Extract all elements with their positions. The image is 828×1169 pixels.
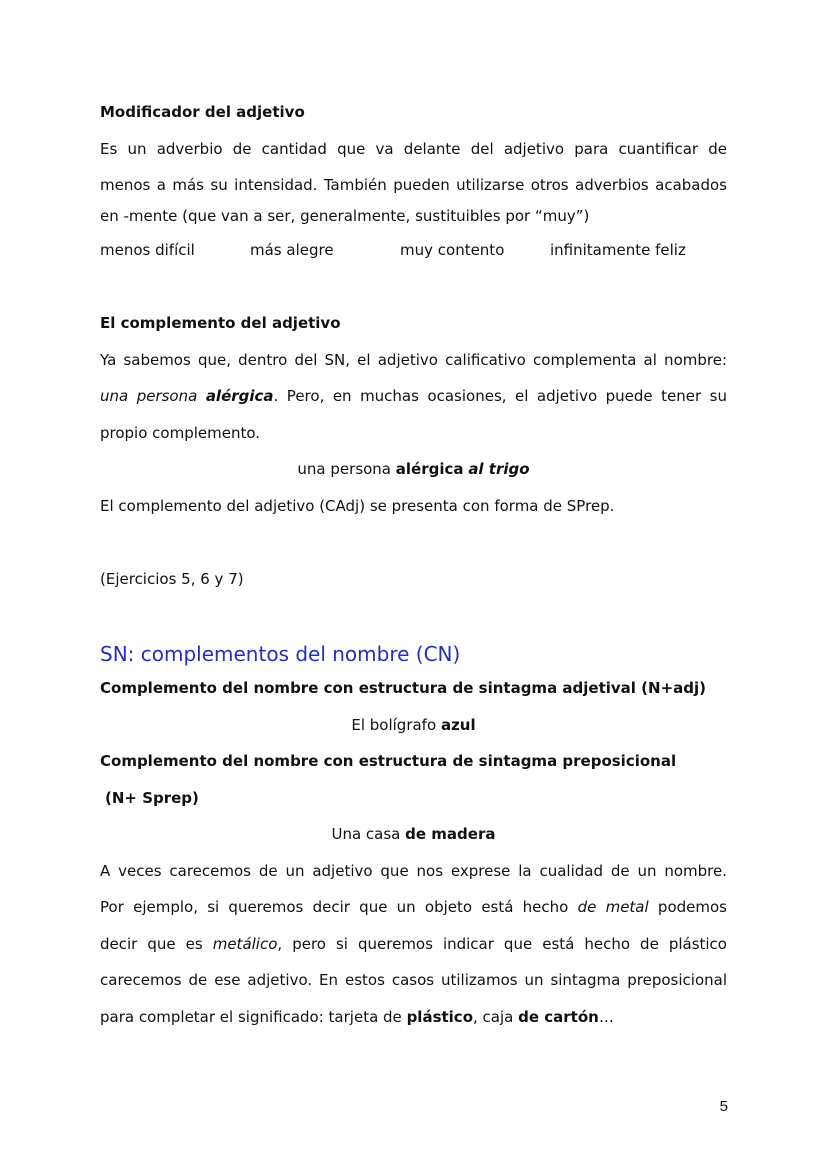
italic-text: de metal: [577, 898, 649, 916]
example-centered: [100, 451, 727, 488]
spacer: [100, 597, 727, 634]
plain-text: Una casa: [331, 825, 401, 843]
paragraph-line: Es un adverbio de cantidad que va delante del adjetivo para cuantificar de: [100, 139, 727, 158]
spacer: [100, 524, 727, 561]
paragraph-line: [100, 889, 727, 926]
subheading-sintagma-preposicional: Complemento del nombre con estructura de sintagma preposicional: [100, 752, 677, 770]
paragraph-line: [100, 926, 727, 963]
plain-text: , caja: [473, 1007, 514, 1026]
section-title: SN: complementos del nombre (CN): [100, 641, 461, 666]
example-centered: [100, 707, 727, 744]
examples-row: [100, 232, 727, 269]
paragraph-line: [100, 378, 727, 415]
plain-text: , pero si queremos indicar que está hecho de plástico: [277, 934, 727, 953]
paragraph-line: menos a más su intensidad. También pueden utilizarse otros adverbios acabados: [100, 176, 727, 194]
plain-text: decir que es: [100, 934, 203, 953]
bold-text: alérgica: [395, 460, 464, 478]
paragraph-line: [100, 999, 727, 1036]
page-number: 5: [719, 1098, 728, 1115]
spacer: [100, 269, 727, 306]
example-item: más alegre: [250, 241, 334, 259]
paragraph-line: carecemos de ese adjetivo. En estos casos utilizamos un sintagma preposicional: [100, 971, 727, 989]
italic-text: una persona: [100, 387, 198, 405]
bold-italic-text: alérgica: [205, 387, 274, 405]
paragraph-line: propio complemento.: [100, 423, 261, 442]
subheading-sintagma-adjetival: Complemento del nombre con estructura de sintagma adjetival (N+adj): [100, 679, 706, 697]
bold-text: azul: [440, 715, 476, 734]
example-item: infinitamente feliz: [550, 241, 686, 259]
bold-text: plástico: [406, 1007, 474, 1026]
example-centered: [100, 816, 727, 853]
example-item: muy contento: [400, 241, 505, 259]
plain-text: El bolígrafo: [351, 715, 437, 734]
bold-text: de cartón: [518, 1007, 599, 1026]
heading-modificador: Modificador del adjetivo: [100, 103, 305, 121]
plain-text: una persona: [297, 460, 392, 478]
bold-italic-text: al trigo: [468, 460, 530, 478]
italic-text: metálico: [212, 934, 278, 953]
exercises-note: (Ejercicios 5, 6 y 7): [100, 569, 244, 588]
plain-text: podemos: [657, 898, 727, 916]
plain-text: …: [598, 1007, 614, 1026]
plain-text: . Pero, en muchas ocasiones, el adjetivo puede tener su: [273, 387, 727, 405]
paragraph-line: en -mente (que van a ser, generalmente, sustituibles por “muy”): [100, 206, 590, 225]
heading-complemento-adjetivo: El complemento del adjetivo: [100, 314, 341, 332]
plain-text: Por ejemplo, si queremos decir que un objeto está hecho: [100, 898, 569, 916]
paragraph-line: El complemento del adjetivo (CAdj) se presenta con forma de SPrep.: [100, 496, 615, 515]
document-page: [100, 94, 727, 1035]
paragraph-line: A veces carecemos de un adjetivo que nos exprese la cualidad de un nombre.: [100, 861, 727, 880]
example-item: menos difícil: [100, 241, 195, 259]
bold-text: de madera: [405, 825, 496, 843]
plain-text: para completar el significado: tarjeta de: [100, 1007, 402, 1026]
subheading-sintagma-preposicional-2: (N+ Sprep): [105, 788, 199, 807]
paragraph-line: Ya sabemos que, dentro del SN, el adjetivo calificativo complementa al nombre:: [100, 350, 727, 369]
